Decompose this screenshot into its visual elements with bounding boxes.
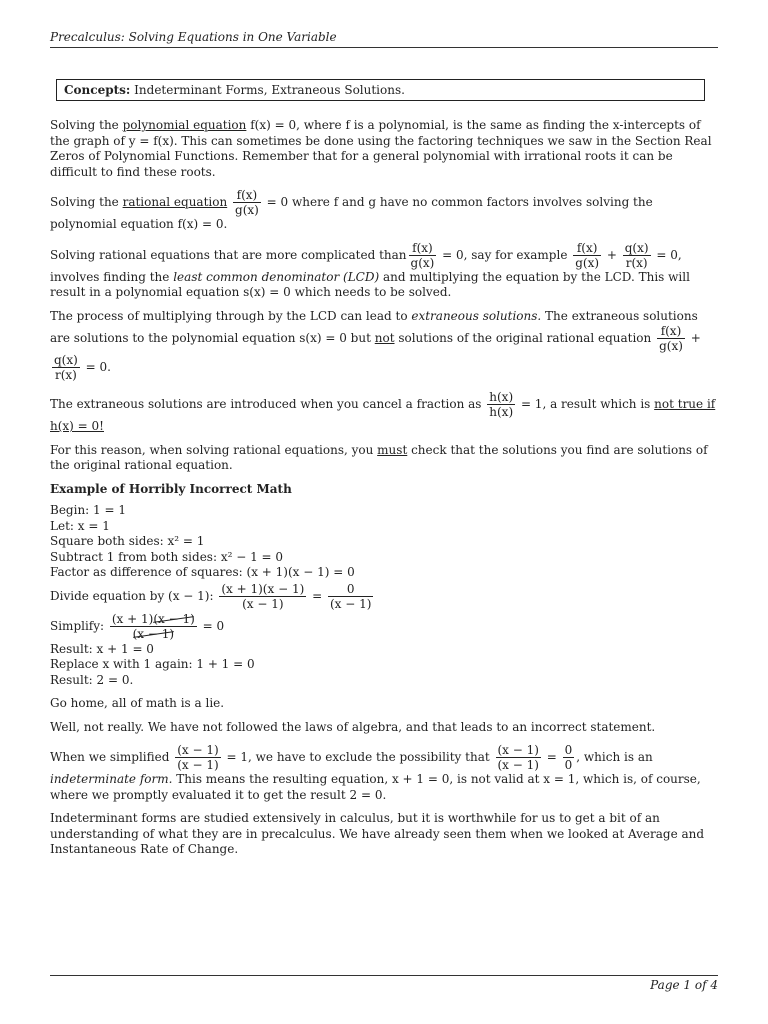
concepts-box: [56, 79, 705, 101]
paragraph-complicated: [50, 241, 718, 301]
paragraph-simplified: When we simplified $\frac{(x - 1)}{(x - 1)}$ = 1, we have to exclude the possibility that $\frac{(x - 1)}{(x - 1)}$ = $\frac{0}{0}$ , which is an indeterminate form. This means the resulting equation, x + 1 = 0, is not valid at x = 1, which is, of course, where we promptly evaluated it to get the result 2 = 0.: [50, 743, 701, 802]
fraction: $\frac{h(x)}{h(x)}$: [489, 390, 514, 419]
underlined-term: must: [377, 442, 408, 457]
paragraph-lie: Go home, all of math is a lie.: [50, 696, 225, 710]
text: and multiplying the equation by the LCD. This will result in a polynomial equation s(x) = 0 which needs to be solved.: [50, 269, 690, 299]
fraction: $\frac{0}{0}$: [564, 743, 573, 772]
text: = 0 where f and g have no common factors involves solving the polynomial equation f(x) = 0.: [50, 195, 653, 231]
fraction: $\frac{q(x)}{r(x)}$: [624, 240, 649, 270]
underlined-term: not true if h(x) = 0!: [50, 397, 716, 433]
text: The process of multiplying through by the LCD can lead to: [50, 308, 412, 323]
text: +: [603, 247, 621, 262]
step-divide: Divide equation by (x − 1): $\frac{(x + 1)(x - 1)}{(x - 1)}$ = $\frac{0}{(x - 1)}$: [50, 581, 372, 611]
concepts-label: Concepts:: [64, 83, 131, 97]
text: Solving the: [50, 195, 123, 209]
step: Replace x with 1 again: 1 + 1 = 0: [50, 657, 255, 671]
step: Result: x + 1 = 0: [50, 641, 154, 656]
underlined-term: not: [374, 331, 395, 345]
text: This means the resulting equation, x + 1 = 0, is not valid at x = 1, which is, of course, where we promptly evaluated it to get the result 2 = 0.: [50, 772, 701, 802]
step: Square both sides: x² = 1: [50, 534, 205, 548]
text: = 1, a result which is: [517, 397, 655, 411]
step: Subtract 1 from both sides: x² − 1 = 0: [50, 549, 284, 564]
paragraph-cancel: [50, 390, 718, 435]
paragraph-check: [50, 443, 718, 474]
fraction: $\frac{f(x)}{g(x)}$: [575, 240, 600, 270]
underlined-term: rational equation: [122, 195, 228, 209]
step: Let: x = 1: [50, 518, 110, 533]
fraction: $\frac{f(x)}{g(x)}$: [235, 188, 259, 217]
text: solutions of the original rational equation: [394, 331, 656, 345]
fraction: $\frac{(x + 1)(x - 1)}{(x - 1)}$: [111, 611, 195, 641]
paragraph-rational: [50, 188, 718, 233]
text: The extraneous solutions are solutions to the polynomial equation s(x) = 0 but: [50, 308, 698, 345]
emphasis: indeterminate form.: [50, 772, 173, 786]
emphasis: least common denominator (LCD): [173, 269, 380, 284]
page-number: Page 1 of 4: [650, 978, 718, 992]
paragraph-polynomial: [50, 118, 718, 180]
text: = 0, involves finding the: [50, 247, 682, 284]
page-header: Precalculus: Solving Equations in One Variable: [50, 30, 718, 48]
text: For this reason, when solving rational equations, you: [50, 442, 378, 457]
fraction: $\frac{f(x)}{g(x)}$: [410, 240, 435, 270]
fraction: $\frac{(x + 1)(x - 1)}{(x - 1)}$: [221, 581, 305, 611]
example-title: Example of Horribly Incorrect Math: [50, 481, 292, 496]
text: f(x) = 0, where f is a polynomial, is the same as finding the x-intercepts of the graph of y = f(x). This can sometimes be done using the factoring techniques we saw in the Section Real Zeros of Polynomial Functions. Remember that for a general polynomial with irrational roots it can be difficult to find these roots.: [50, 118, 712, 179]
text: check that the solutions you find are solutions of the original rational equation.: [50, 442, 708, 472]
text: When we simplified: [50, 750, 174, 764]
fraction: $\frac{f(x)}{g(x)}$: [659, 324, 683, 353]
example-steps: [50, 503, 718, 688]
paragraph-not-really: Well, not really. We have not followed the laws of algebra, and that leads to an incorrect statement.: [50, 719, 656, 734]
document-page: [50, 0, 718, 1024]
paragraph-indeterminant: Indeterminant forms are studied extensively in calculus, but it is worthwhile for us to get a bit of an understanding of what they are in precalculus. We have already seen them when we looked at Average and Instantaneous Rate of Change.: [50, 811, 705, 856]
concepts-text: Indeterminant Forms, Extraneous Solutions.: [134, 83, 405, 97]
text: The extraneous solutions are introduced when you cancel a fraction as: [50, 397, 486, 411]
step: Factor as difference of squares: (x + 1)(x − 1) = 0: [50, 565, 355, 579]
paragraph-extraneous: [50, 309, 718, 383]
underlined-term: polynomial equation: [122, 118, 247, 132]
step: Result: 2 = 0.: [50, 672, 134, 687]
text: , which is an: [576, 750, 653, 764]
text: +: [686, 331, 701, 345]
footer-rule: [50, 975, 718, 976]
struck-term: (x − 1): [153, 611, 195, 626]
struck-term: (x − 1): [132, 626, 175, 641]
fraction: $\frac{0}{(x - 1)}$: [329, 581, 372, 611]
emphasis: extraneous solutions.: [411, 308, 542, 323]
step-simplify: Simplify: $\frac{(x + 1)(x - 1)}{(x - 1)}$ = 0: [50, 611, 225, 641]
text: = 0, say for example: [438, 247, 572, 262]
step: Begin: 1 = 1: [50, 503, 126, 517]
fraction: $\frac{q(x)}{r(x)}$: [54, 353, 78, 382]
main-content: [50, 118, 718, 866]
text: = 1, we have to exclude the possibility that: [222, 750, 494, 764]
text: Solving rational equations that are more complicated than: [50, 247, 407, 262]
fraction: $\frac{(x - 1)}{(x - 1)}$: [177, 743, 219, 772]
text: = 0.: [81, 360, 111, 374]
text: Solving the: [50, 118, 123, 132]
fraction: $\frac{(x - 1)}{(x - 1)}$: [497, 743, 539, 772]
